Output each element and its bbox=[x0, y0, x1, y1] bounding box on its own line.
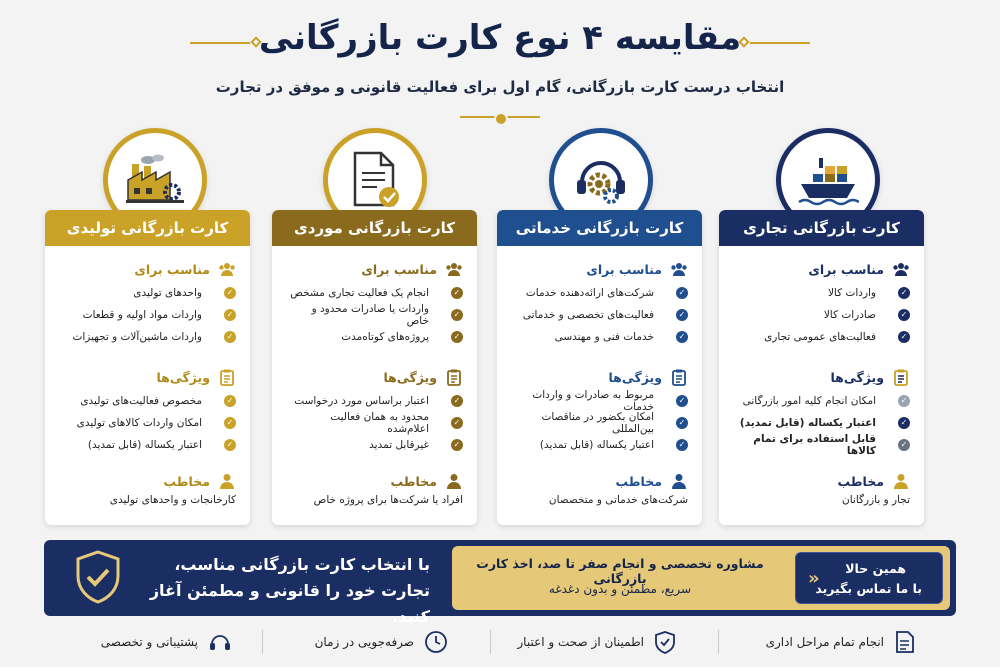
suitable-list bbox=[45, 278, 250, 348]
title-line-right bbox=[750, 42, 810, 44]
person-icon bbox=[670, 472, 688, 490]
check-icon: ✓ bbox=[224, 309, 236, 321]
suitable-heading: مناسب برای bbox=[497, 260, 702, 278]
list-item: ✓ پروژه‌های کوتاه‌مدت bbox=[286, 326, 463, 348]
check-icon: ✓ bbox=[898, 395, 910, 407]
list-item: ✓ امکان بکضور در مناقصات بین‌المللی bbox=[511, 412, 688, 434]
footer-item-support: پشتیبانی و تخصصی bbox=[101, 628, 232, 656]
check-icon: ✓ bbox=[676, 331, 688, 343]
check-icon: ✓ bbox=[224, 287, 236, 299]
features-list bbox=[497, 386, 702, 456]
audience-heading: مخاطب bbox=[497, 472, 702, 490]
check-icon: ✓ bbox=[676, 309, 688, 321]
check-icon: ✓ bbox=[224, 417, 236, 429]
suitable-heading: مناسب برای bbox=[272, 260, 477, 278]
audience-text: تجار و بازرگانان bbox=[841, 494, 910, 506]
list-item: ✓ واردات ماشین‌آلات و تجهیزات bbox=[59, 326, 236, 348]
list-item: ✓ اعتبار یکساله (قابل تمدید) bbox=[511, 434, 688, 456]
check-icon: ✓ bbox=[676, 417, 688, 429]
check-icon: ✓ bbox=[451, 417, 463, 429]
list-item: ✓ واردات یا صادرات محدود و خاص bbox=[286, 304, 463, 326]
shield-check-icon bbox=[74, 549, 122, 605]
audience-text: افراد یا شرکت‌ها برای پروژه خاص bbox=[313, 494, 463, 506]
card-case-based bbox=[272, 210, 477, 525]
check-icon: ✓ bbox=[898, 439, 910, 451]
features-heading: ویژگی‌ها bbox=[272, 368, 477, 386]
card-commercial-title: کارت بازرگانی تجاری bbox=[719, 210, 924, 246]
double-chevron-icon: « bbox=[808, 568, 820, 589]
list-item: ✓ فعالیت‌های عمومی تجاری bbox=[733, 326, 910, 348]
users-icon bbox=[445, 260, 463, 278]
check-icon: ✓ bbox=[224, 439, 236, 451]
audience-heading: مخاطب bbox=[45, 472, 250, 490]
check-icon: ✓ bbox=[451, 395, 463, 407]
list-item: ✓ واحدهای تولیدی bbox=[59, 282, 236, 304]
audience-heading: مخاطب bbox=[272, 472, 477, 490]
card-commercial bbox=[719, 210, 924, 525]
list-item: ✓ واردات مواد اولیه و قطعات bbox=[59, 304, 236, 326]
page-title: مقایسه ۴ نوع کارت بازرگانی bbox=[258, 18, 742, 58]
banner-message: با انتخاب کارت بازرگانی مناسب، تجارت خود را قانونی و مطمئن آغاز کنید. bbox=[149, 555, 430, 626]
check-icon: ✓ bbox=[451, 287, 463, 299]
clipboard-icon bbox=[670, 368, 688, 386]
document-icon bbox=[894, 630, 916, 654]
footer-divider bbox=[718, 630, 719, 654]
check-icon: ✓ bbox=[451, 439, 463, 451]
features-list bbox=[272, 386, 477, 456]
list-item: ✓ غیرقابل تمدید bbox=[286, 434, 463, 456]
features-list bbox=[719, 386, 924, 456]
card-service bbox=[497, 210, 702, 525]
headset-icon bbox=[208, 630, 232, 654]
card-case-based-title: کارت بازرگانی موردی bbox=[272, 210, 477, 246]
person-icon bbox=[892, 472, 910, 490]
check-icon: ✓ bbox=[676, 439, 688, 451]
suitable-list bbox=[497, 278, 702, 348]
check-icon: ✓ bbox=[898, 331, 910, 343]
check-icon: ✓ bbox=[451, 309, 463, 321]
clock-icon bbox=[424, 630, 448, 654]
list-item: ✓ واردات کالا bbox=[733, 282, 910, 304]
clipboard-icon bbox=[445, 368, 463, 386]
check-icon: ✓ bbox=[898, 287, 910, 299]
clipboard-icon bbox=[218, 368, 236, 386]
features-heading: ویژگی‌ها bbox=[45, 368, 250, 386]
users-icon bbox=[218, 260, 236, 278]
features-heading: ویژگی‌ها bbox=[497, 368, 702, 386]
users-icon bbox=[670, 260, 688, 278]
suitable-list bbox=[719, 278, 924, 348]
list-item: ✓ شرکت‌های ارائه‌دهنده خدمات bbox=[511, 282, 688, 304]
features-heading: ویژگی‌ها bbox=[719, 368, 924, 386]
footer-item-trust: اطمینان از صحت و اعتبار bbox=[517, 628, 676, 656]
page-subtitle: انتخاب درست کارت بازرگانی، گام اول برای فعالیت قانونی و موفق در تجارت bbox=[215, 78, 785, 96]
list-item: ✓ فعالیت‌های تخصصی و خدماتی bbox=[511, 304, 688, 326]
person-icon bbox=[445, 472, 463, 490]
list-item: ✓ محدود به همان فعالیت اعلام‌شده bbox=[286, 412, 463, 434]
list-item: ✓ صادرات کالا bbox=[733, 304, 910, 326]
shield-check-icon bbox=[654, 630, 676, 654]
subtitle-divider bbox=[460, 116, 540, 118]
check-icon: ✓ bbox=[898, 309, 910, 321]
list-item: ✓ اعتبار یکساله (قابل تمدید) bbox=[59, 434, 236, 456]
list-item: ✓ امکان واردات کالاهای تولیدی bbox=[59, 412, 236, 434]
audience-text: شرکت‌های خدماتی و متخصصان bbox=[548, 494, 688, 506]
list-item: ✓ اعتبار براساس مورد درخواست bbox=[286, 390, 463, 412]
list-item: ✓ مخصوص فعالیت‌های تولیدی bbox=[59, 390, 236, 412]
list-item: ✓ قابل استفاده برای تمام کالاها bbox=[733, 434, 910, 456]
list-item: ✓ اعتبار یکساله (قابل تمدید) bbox=[733, 412, 910, 434]
card-production bbox=[45, 210, 250, 525]
check-icon: ✓ bbox=[676, 287, 688, 299]
card-service-title: کارت بازرگانی خدماتی bbox=[497, 210, 702, 246]
users-icon bbox=[892, 260, 910, 278]
check-icon: ✓ bbox=[451, 331, 463, 343]
check-icon: ✓ bbox=[898, 417, 910, 429]
suitable-heading: مناسب برای bbox=[719, 260, 924, 278]
footer-item-admin: انجام تمام مراحل اداری bbox=[766, 628, 916, 656]
features-list bbox=[45, 386, 250, 456]
check-icon: ✓ bbox=[224, 331, 236, 343]
list-item: ✓ انجام یک فعالیت تجاری مشخص bbox=[286, 282, 463, 304]
consultation-text: مشاوره تخصصی و انجام صفر تا صد، اخذ کارت بازرگانی bbox=[476, 556, 764, 586]
audience-text: کارخانجات و واحدهای تولیدی bbox=[109, 494, 236, 506]
footer-divider bbox=[490, 630, 491, 654]
suitable-list bbox=[272, 278, 477, 348]
check-icon: ✓ bbox=[676, 395, 688, 407]
list-item: ✓ مربوط به صادرات و واردات خدمات bbox=[511, 390, 688, 412]
suitable-heading: مناسب برای bbox=[45, 260, 250, 278]
check-icon: ✓ bbox=[224, 395, 236, 407]
audience-heading: مخاطب bbox=[719, 472, 924, 490]
list-item: ✓ خدمات فنی و مهندسی bbox=[511, 326, 688, 348]
footer-item-time: صرفه‌جویی در زمان bbox=[315, 628, 448, 656]
footer-divider bbox=[262, 630, 263, 654]
consultation-subtext: سریع، مطمئن و بدون دغدغه bbox=[548, 582, 692, 596]
clipboard-icon bbox=[892, 368, 910, 386]
person-icon bbox=[218, 472, 236, 490]
list-item: ✓ امکان انجام کلیه امور بازرگانی bbox=[733, 390, 910, 412]
card-production-title: کارت بازرگانی تولیدی bbox=[45, 210, 250, 246]
contact-us-button[interactable]: همین حالا با ما تماس بگیرید « bbox=[795, 552, 943, 604]
